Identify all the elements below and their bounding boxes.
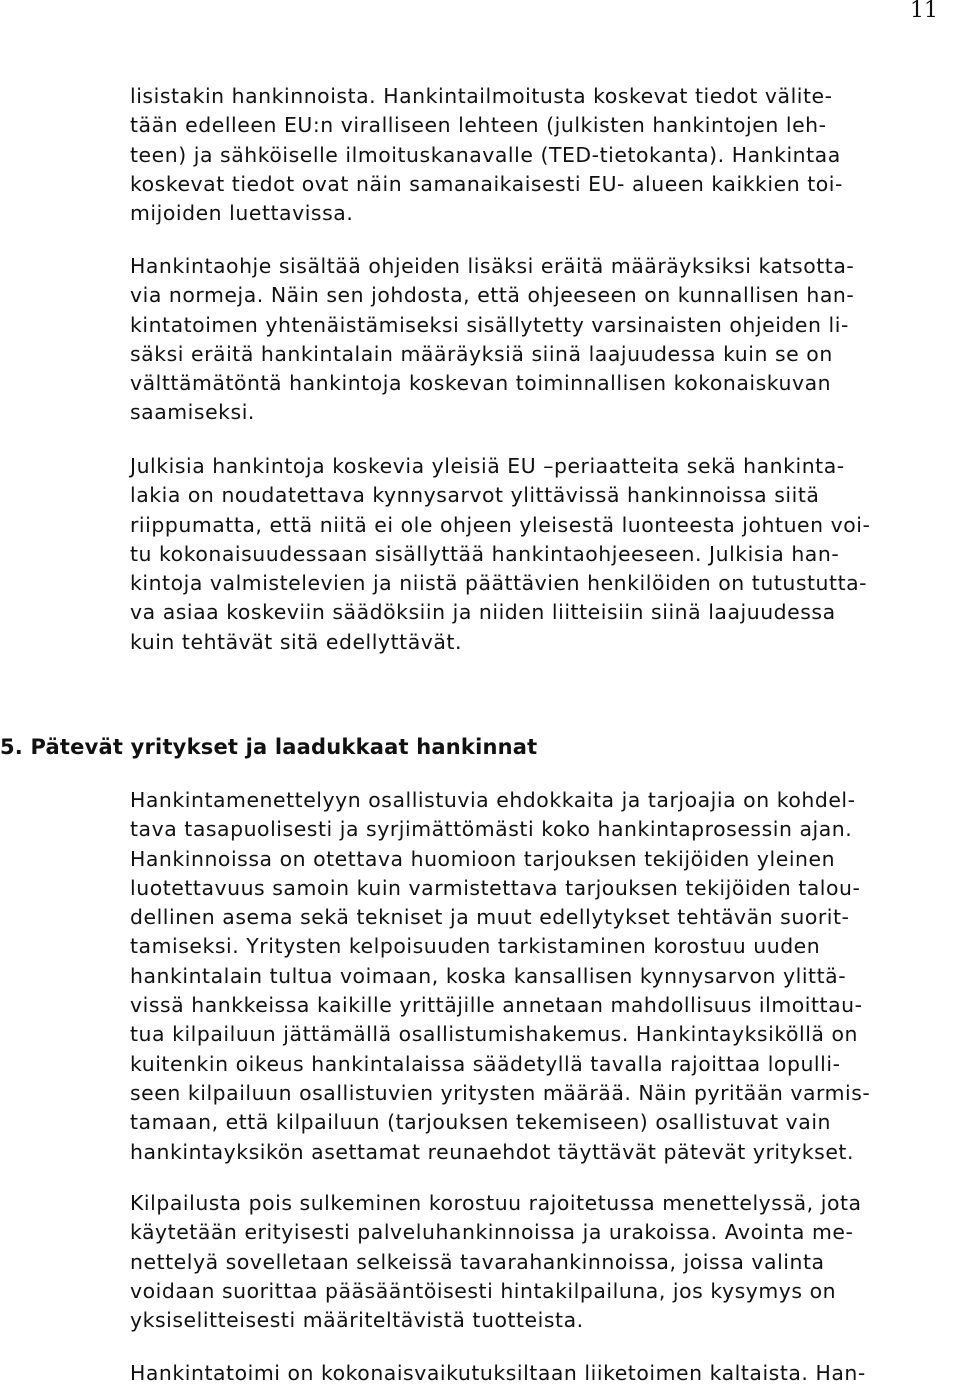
text-line: luotettavuus samoin kuin varmistettava tarjouksen tekijöiden talou- [130,875,861,900]
text-line: tamiseksi. Yritysten kelpoisuuden tarkistaminen korostuu uuden [130,934,821,959]
text-line: Hankintamenettelyyn osallistuvia ehdokkaita ja tarjoajia on kohdel- [130,788,856,812]
text-line: tu kokonaisuudessaan sisällyttää hankintaohjeeseen. Julkisia han- [130,541,840,566]
text-line: vissä hankkeissa kaikille yrittäjille annetaan mahdollisuus ilmoittau- [130,993,863,1018]
text-line: tua kilpailuun jättämällä osallistumishakemus. Hankintayksiköllä on [130,1022,858,1047]
text-line: saamiseksi. [130,400,255,425]
section-title: Pätevät yritykset ja laadukkaat hankinnat [30,735,538,759]
text-line: mijoiden luettavissa. [130,201,354,226]
text-line: Hankinnoissa on otettava huomioon tarjouksen tekijöiden yleinen [130,846,836,871]
text-line: tamaan, että kilpailuun (tarjouksen tekemiseen) osallistuvat vain [130,1110,832,1135]
text-line: yksiselitteisesti määriteltävistä tuotteista. [130,1308,584,1333]
text-line: koskevat tiedot ovat näin samanaikaisesti EU- alueen kaikkien toi- [130,171,843,196]
text-line: hankintalain tultua voimaan, koska kansallisen kynnysarvon ylittä- [130,963,847,988]
text-line: välttämätöntä hankintoja koskevan toiminnallisen kokonaiskuvan [130,371,832,396]
text-line: via normeja. Näin sen johdosta, että ohjeeseen on kunnallisen han- [130,283,855,308]
text-line: hankintayksikön asettamat reunaehdot täyttävät pätevät yritykset. [130,1139,855,1164]
section-number: 5. [0,735,23,759]
text-line: Hankintatoimi on kokonaisvaikutuksiltaan liiketoimen kaltaista. Han- [130,1361,866,1385]
text-line: seen kilpailuun osallistuvien yritysten määrää. Näin pyritään varmis- [130,1080,871,1105]
text-line: Hankintaohje sisältää ohjeiden lisäksi eräitä määräyksiksi katsotta- [130,254,855,278]
paragraph-2 [130,252,940,428]
text-line: Julkisia hankintoja koskevia yleisiä EU –periaatteita sekä hankinta- [130,454,845,478]
text-line: kuitenkin oikeus hankintalaissa säädetyllä tavalla rajoittaa lopulli- [130,1051,841,1076]
text-line: tään edelleen EU:n viralliseen lehteen (julkisten hankintojen leh- [130,113,827,138]
paragraph-5 [130,1189,940,1335]
paragraph-1 [130,82,940,228]
text-line: va asiaa koskeviin säädöksiin ja niiden liitteisiin siinä laajuudessa [130,600,836,625]
text-line: Kilpailusta pois sulkeminen korostuu rajoitetussa menettelyssä, jota [130,1191,862,1215]
text-line: riippumatta, että niitä ei ole ohjeen yleisestä luonteesta johtuen voi- [130,512,871,537]
text-line: dellinen asema sekä tekniset ja muut edellytykset tehtävän suorit- [130,905,850,930]
text-line: voidaan suorittaa pääsääntöisesti hintakilpailuna, jos kysymys on [130,1278,837,1303]
text-line: käytetään erityisesti palveluhankinnoissa ja urakoissa. Avointa me- [130,1220,854,1245]
paragraph-4 [130,786,940,1167]
text-line: kintoja valmistelevien ja niistä päättävien henkilöiden on tutustutta- [130,571,868,596]
text-line: kuin tehtävät sitä edellyttävät. [130,629,462,654]
section-heading [0,733,537,761]
text-line: säksi eräitä hankintalain määräyksiä siinä laajuudessa kuin se on [130,341,833,366]
text-line: lisistakin hankinnoista. Hankintailmoitusta koskevat tiedot välite- [130,84,833,108]
text-line: kintatoimen yhtenäistämiseksi sisällytetty varsinaisten ohjeiden li- [130,312,849,337]
text-line: teen) ja sähköiselle ilmoituskanavalle (TED-tietokanta). Hankintaa [130,142,841,167]
paragraph-6 [130,1359,940,1388]
text-line: lakia on noudatettava kynnysarvot ylittävissä hankinnoissa siitä [130,483,820,508]
page-number: 11 [910,0,938,23]
text-line: tava tasapuolisesti ja syrjimättömästi koko hankintaprosessin ajan. [130,817,853,842]
text-line: nettelyä sovelletaan selkeissä tavarahankinnoissa, joissa valinta [130,1249,825,1274]
paragraph-3 [130,452,940,657]
